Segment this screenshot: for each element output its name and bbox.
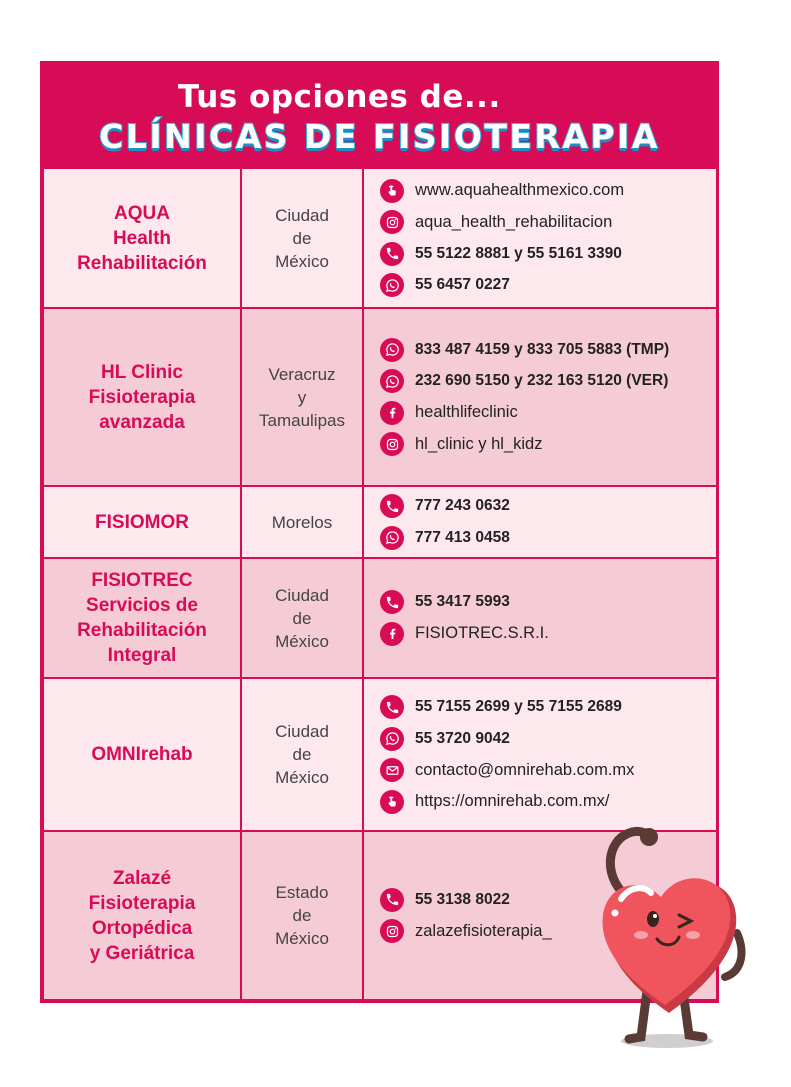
contact-text[interactable]: contacto@omnirehab.com.mx — [415, 760, 635, 779]
contact-text: 55 7155 2699 y 55 7155 2689 — [415, 698, 622, 716]
contact-item — [380, 692, 716, 724]
whatsapp-icon — [380, 526, 404, 550]
contact-text: aqua_health_rehabilitacion — [415, 212, 613, 231]
clinic-name: HL Clinic Fisioterapia avanzada — [88, 361, 196, 433]
clinic-location: Ciudad de México — [275, 585, 329, 651]
contact-item — [380, 429, 716, 461]
contact-item — [380, 587, 716, 619]
phone-icon — [380, 888, 404, 912]
clinic-location: Ciudad de México — [275, 205, 329, 271]
clinic-location-cell — [242, 559, 362, 677]
contact-text: 777 413 0458 — [415, 528, 510, 546]
phone-icon — [380, 494, 404, 518]
instagram-icon — [380, 210, 404, 234]
title-line-2: CLÍNICAS DE FISIOTERAPIA — [99, 117, 660, 156]
phone-icon — [380, 695, 404, 719]
contact-item — [380, 238, 716, 270]
title-line-1: Tus opciones de... — [178, 79, 501, 115]
contact-item — [380, 270, 716, 302]
phone-icon — [380, 242, 404, 266]
clinic-contacts-cell — [364, 559, 716, 677]
clinic-contacts-cell — [364, 679, 716, 830]
clinic-contacts-cell — [364, 487, 716, 557]
whatsapp-icon — [380, 369, 404, 393]
web-icon — [380, 179, 404, 203]
whatsapp-icon — [380, 338, 404, 362]
contact-text: 777 243 0632 — [415, 497, 510, 515]
clinic-location: Ciudad de México — [275, 722, 329, 787]
whatsapp-icon — [380, 727, 404, 751]
clinic-location: Veracruz y Tamaulipas — [259, 364, 345, 430]
contact-item — [380, 522, 716, 554]
contact-list — [364, 692, 716, 818]
whatsapp-icon — [380, 273, 404, 297]
clinic-location: Morelos — [271, 512, 333, 532]
clinic-name: FISIOTREC Servicios de Rehabilitación Integral — [77, 570, 207, 666]
clinic-location: Estado de México — [275, 883, 329, 948]
table-row — [44, 169, 716, 307]
instagram-icon — [380, 919, 404, 943]
clinic-location-cell — [242, 832, 362, 999]
contact-item[interactable] — [380, 175, 716, 207]
clinic-name-cell — [44, 679, 240, 830]
contact-text: 55 6457 0227 — [415, 276, 510, 294]
contact-text: 833 487 4159 y 833 705 5883 (TMP) — [415, 340, 670, 358]
clinic-name: OMNIrehab — [91, 744, 193, 765]
clinic-name-cell — [44, 832, 240, 999]
contact-text: FISIOTREC.S.R.I. — [415, 624, 549, 643]
contact-list — [364, 587, 716, 650]
contact-text: 55 3417 5993 — [415, 593, 510, 611]
table-row — [44, 309, 716, 485]
clinic-location-cell — [242, 487, 362, 557]
clinic-name-cell — [44, 487, 240, 557]
clinic-contacts-cell — [364, 309, 716, 485]
phone-icon — [380, 590, 404, 614]
table-row — [44, 559, 716, 677]
clinic-name-cell — [44, 169, 240, 307]
table-row — [44, 487, 716, 557]
header — [40, 61, 719, 169]
contact-item — [380, 618, 716, 650]
clinic-location-cell — [242, 169, 362, 307]
contact-text: healthlifeclinic — [415, 403, 518, 422]
clinic-name: Zalazé Fisioterapia Ortopédica y Geriátrica — [88, 867, 196, 964]
contact-text[interactable]: www.aquahealthmexico.com — [415, 181, 625, 200]
email-icon — [380, 758, 404, 782]
clinic-name: AQUA Health Rehabilitación — [77, 202, 207, 274]
contact-list — [364, 175, 716, 301]
heart-mascot-icon — [585, 823, 755, 1053]
contact-text: 55 3138 8022 — [415, 890, 510, 908]
clinic-location-cell — [242, 309, 362, 485]
clinic-name: FISIOMOR — [95, 511, 189, 533]
contact-text: hl_clinic y hl_kidz — [415, 434, 543, 453]
contact-item — [380, 723, 716, 755]
contact-list — [364, 491, 716, 554]
contact-text: 55 5122 8881 y 55 5161 3390 — [415, 244, 622, 262]
table-row — [44, 679, 716, 830]
contact-list — [364, 334, 716, 460]
facebook-icon — [380, 622, 404, 646]
contact-text: 55 3720 9042 — [415, 729, 510, 747]
web-icon — [380, 790, 404, 814]
contact-text: 232 690 5150 y 232 163 5120 (VER) — [415, 372, 669, 390]
contact-text: zalazefisioterapia_ — [415, 921, 552, 940]
contact-item[interactable] — [380, 755, 716, 787]
contact-item — [380, 207, 716, 239]
facebook-icon — [380, 401, 404, 425]
clinic-name-cell — [44, 309, 240, 485]
instagram-icon — [380, 432, 404, 456]
contact-item — [380, 397, 716, 429]
clinic-location-cell — [242, 679, 362, 830]
contact-item — [380, 491, 716, 523]
clinic-contacts-cell — [364, 169, 716, 307]
clinic-name-cell — [44, 559, 240, 677]
contact-item — [380, 366, 716, 398]
contact-item — [380, 334, 716, 366]
contact-text[interactable]: https://omnirehab.com.mx/ — [415, 792, 610, 811]
contact-item[interactable] — [380, 786, 716, 818]
